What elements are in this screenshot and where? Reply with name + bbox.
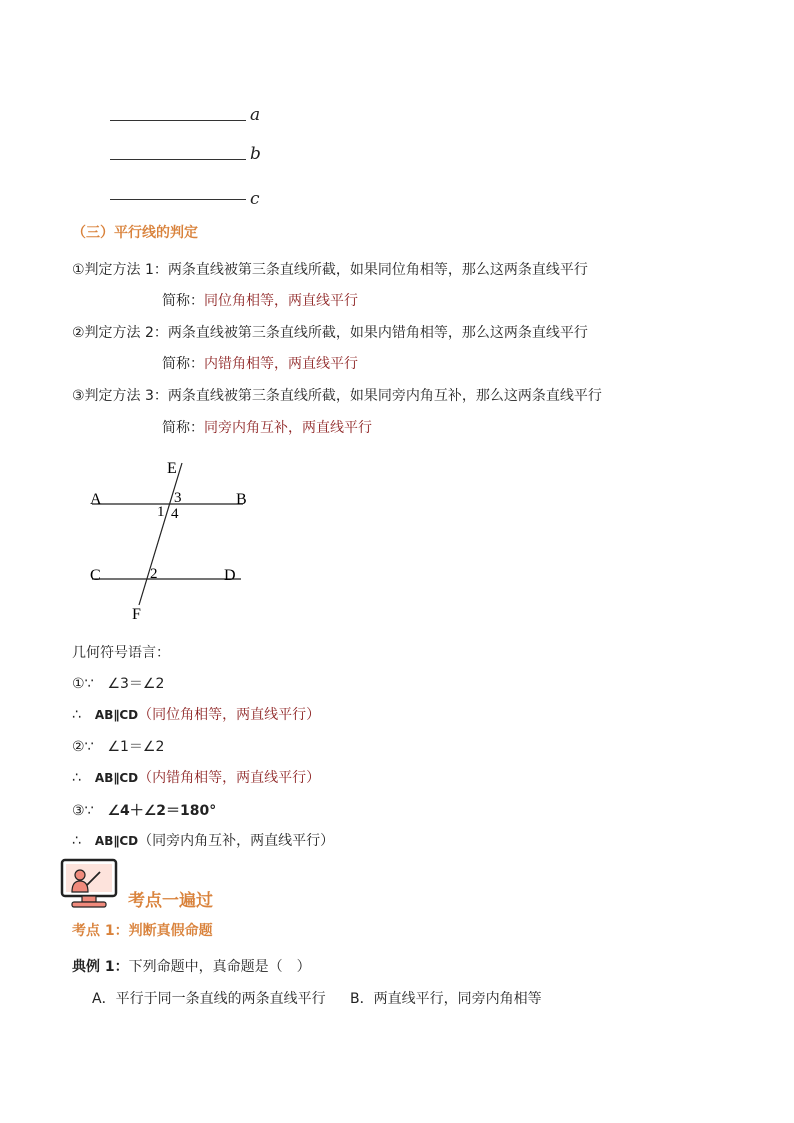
method-2-short-label: 简称：: [162, 356, 204, 372]
example-label: 典例 1：: [72, 959, 129, 975]
point-f: F: [132, 606, 141, 623]
method-1-short: [162, 290, 358, 310]
teacher-board-icon: [60, 858, 118, 910]
line-b-label: b: [250, 144, 261, 164]
proof-3-therefore: [72, 830, 334, 850]
option-a: [92, 988, 326, 1008]
method-3-short-label: 简称：: [162, 420, 204, 436]
method-2: [72, 322, 588, 342]
option-a-key: A．: [92, 991, 116, 1007]
method-3: [72, 385, 602, 405]
proof-1-conclusion: AB∥CD: [94, 708, 139, 722]
proof-3-conclusion: AB∥CD: [94, 834, 139, 848]
proof-1-reason: （同位角相等，两直线平行）: [138, 707, 321, 723]
transversal-figure: [80, 455, 260, 630]
because-symbol: ①∵: [72, 676, 94, 692]
proof-3-reason: （同旁内角互补，两直线平行）: [138, 833, 335, 849]
angle-4-label: 4: [171, 506, 179, 522]
option-a-text: 平行于同一条直线的两条直线平行: [115, 991, 326, 1007]
proof-2-because: [72, 736, 164, 756]
proof-3-condition: ∠4＋∠2＝180°: [107, 803, 217, 819]
proof-2-reason: （内错角相等，两直线平行）: [138, 770, 321, 786]
angle-1-label: 1: [157, 504, 165, 520]
line-c: [110, 199, 246, 200]
proof-2-condition: ∠1＝∠2: [107, 739, 165, 755]
option-b-text: 两直线平行，同旁内角相等: [373, 991, 542, 1007]
method-2-head: ②判定方法 2：: [72, 325, 168, 341]
proof-2-therefore: [72, 767, 320, 787]
angle-2-label: 2: [150, 566, 158, 582]
line-b: [110, 159, 246, 160]
because-symbol: ③∵: [72, 803, 94, 819]
proof-3-because: [72, 800, 216, 820]
proof-1-because: [72, 673, 164, 693]
method-2-short: [162, 353, 358, 373]
proof-1-therefore: [72, 704, 320, 724]
method-1-head: ①判定方法 1：: [72, 262, 168, 278]
method-1-text: 两条直线被第三条直线所截，如果同位角相等，那么这两条直线平行: [167, 262, 588, 278]
kaodian-banner: 考点一遍过: [128, 891, 213, 911]
therefore-symbol: ∴: [72, 770, 81, 786]
proof-2-conclusion: AB∥CD: [94, 771, 139, 785]
line-a-label: a: [250, 105, 261, 125]
method-2-text: 两条直线被第三条直线所截，如果内错角相等，那么这两条直线平行: [167, 325, 588, 341]
therefore-symbol: ∴: [72, 707, 81, 723]
point-c: C: [90, 567, 101, 584]
symbol-title: 几何符号语言：: [72, 645, 170, 661]
method-1-short-label: 简称：: [162, 293, 204, 309]
kaodian-title: 考点 1：判断真假命题: [72, 923, 213, 939]
point-a: A: [90, 491, 102, 508]
method-3-short: [162, 417, 372, 437]
angle-3-label: 3: [174, 490, 182, 506]
method-3-head: ③判定方法 3：: [72, 388, 168, 404]
method-3-text: 两条直线被第三条直线所截，如果同旁内角互补，那么这两条直线平行: [167, 388, 602, 404]
section-title: （三）平行线的判定: [72, 225, 198, 241]
method-3-short-text: 同旁内角互补，两直线平行: [204, 420, 372, 436]
method-1: [72, 259, 588, 279]
transversal-ef: [139, 463, 182, 605]
example-1: [72, 956, 311, 976]
method-2-short-text: 内错角相等，两直线平行: [204, 356, 358, 372]
because-symbol: ②∵: [72, 739, 94, 755]
point-d: D: [224, 567, 236, 584]
line-a: [110, 120, 246, 121]
proof-1-condition: ∠3＝∠2: [107, 676, 165, 692]
point-e: E: [167, 460, 177, 477]
method-1-short-text: 同位角相等，两直线平行: [204, 293, 358, 309]
point-b: B: [236, 491, 247, 508]
example-text: 下列命题中，真命题是（ ）: [128, 959, 311, 975]
option-b-key: B．: [350, 991, 374, 1007]
line-c-label: c: [250, 189, 260, 209]
therefore-symbol: ∴: [72, 833, 81, 849]
option-b: [350, 988, 542, 1008]
